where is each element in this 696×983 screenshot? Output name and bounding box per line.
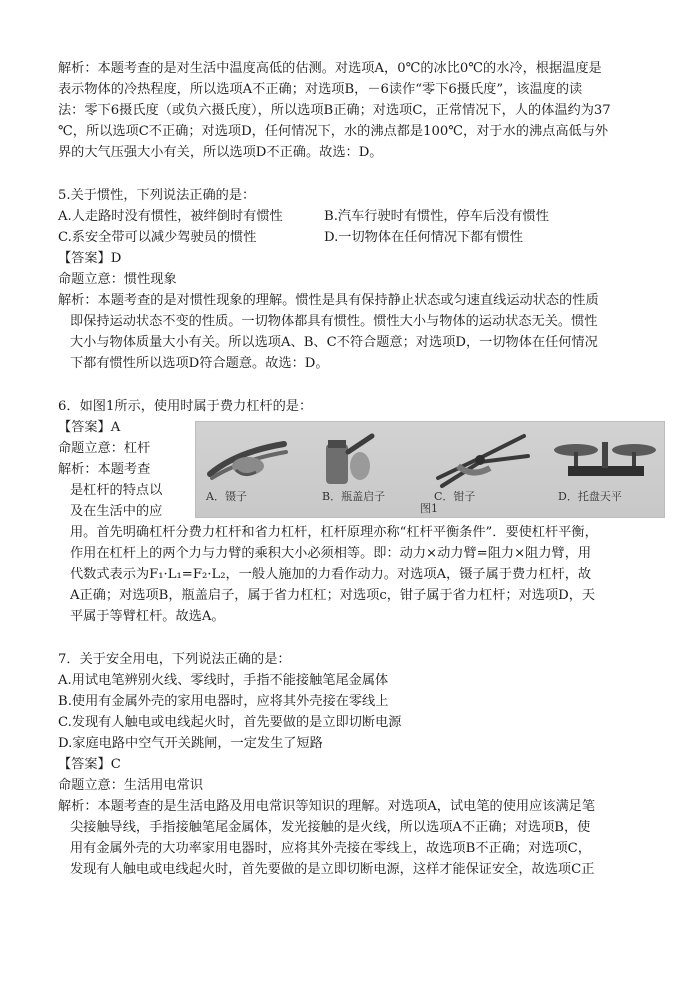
analysis-line: 下都有惯性所以选项D符合题意。故选：D。	[70, 356, 329, 371]
topic: 命题立意：生活用电常识	[58, 778, 204, 793]
analysis-line: 代数式表示为F₁·L₁=F₂·L₂，一般人施加的力看作动力。对选项A，镊子属于费力杠杆，故	[70, 567, 592, 582]
figure-side-text	[58, 417, 188, 522]
option-c: C.系安全带可以减少驾驶员的惯性	[58, 230, 257, 245]
analysis-line: 及在生活中的应	[70, 504, 163, 519]
analysis-line: 尖接触导线，手指接触笔尾金属体，发光接触的是火线，所以选项A不正确；对选项B，使	[70, 820, 591, 835]
option-d: D.家庭电路中空气开关跳闸，一定发生了短路	[58, 736, 323, 751]
topic: 命题立意：惯性现象	[58, 272, 177, 287]
figure-block	[58, 417, 656, 522]
analysis-line: 解析：本题考查	[58, 462, 151, 477]
analysis-line: 解析：本题考查的是生活电路及用电常识等知识的理解。对选项A，试电笔的使用应该满足笔	[58, 799, 596, 814]
answer: 【答案】C	[58, 757, 121, 772]
q4-analysis-line: 界的大气压强大小有关，所以选项D不正确。故选：D。	[58, 145, 383, 160]
option-a: A.人走路时没有惯性，被绊倒时有惯性	[58, 209, 283, 224]
spacer	[58, 374, 656, 396]
figure-caption: 图1	[420, 502, 438, 515]
tweezers-figure	[196, 422, 311, 517]
analysis-line: 解析：本题考查的是对惯性现象的理解。惯性是具有保持静止状态或匀速直线运动状态的性质	[58, 293, 599, 308]
figure-1-photo	[195, 421, 665, 518]
figure-label-d: D．托盘天平	[558, 490, 622, 503]
pliers-figure	[428, 422, 546, 517]
analysis-line: 是杠杆的特点以	[70, 483, 163, 498]
analysis-line: A正确；对选项B，瓶盖启子，属于省力杠杠；对选项c，钳子属于省力杠杆；对选项D，天	[70, 588, 596, 603]
figure-label-b: B．瓶盖启子	[322, 490, 386, 503]
analysis-line: 作用在杠杆上的两个力与力臂的乘积大小必须相等。即：动力×动力臂=阻力×阻力臂，用	[70, 546, 592, 561]
analysis-line: 大小与物体质量大小有关。所以选项A、B、C不符合题意；对选项D，一切物体在任何情况	[70, 335, 598, 350]
spacer	[58, 163, 656, 185]
figure-label-a: A．镊子	[206, 490, 247, 503]
option-b: B.汽车行驶时有惯性，停车后没有惯性	[324, 209, 549, 224]
analysis-line: 用有金属外壳的大功率家用电器时，应将其外壳接在零线上，故选项B不正确；对选项C，	[70, 841, 591, 856]
answer: 【答案】A	[58, 420, 121, 435]
question-title: 6．如图1所示，使用时属于费力杠杆的是：	[58, 399, 313, 414]
options-grid	[58, 206, 656, 248]
analysis-line: 即保持运动状态不变的性质。一切物体都具有惯性。惯性大小与物体的运动状态无关。惯性	[70, 314, 598, 329]
q4-analysis-line: 解析：本题考查的是对生活中温度高低的估测。对选项A，0℃的冰比0℃的水冷，根据温度是	[58, 61, 602, 76]
option-b: B.使用有金属外壳的家用电器时，应将其外壳接在零线上	[58, 694, 389, 709]
question-title: 5.关于惯性，下列说法正确的是：	[58, 188, 256, 203]
option-c: C.发现有人触电或电线起火时，首先要做的是立即切断电源	[58, 715, 402, 730]
figure-label-c: C．钳子	[434, 490, 476, 503]
q4-analysis-line: 表示物体的冷热程度，所以选项A不正确；对选项B，－6读作“零下6摄氏度”，该温度的读	[58, 82, 583, 97]
balance-figure	[548, 422, 664, 517]
bottle-opener-figure	[312, 422, 427, 517]
q4-analysis	[58, 58, 656, 163]
question-title: 7．关于安全用电，下列说法正确的是：	[58, 652, 291, 667]
option-a: A.用试电笔辨别火线、零线时，手指不能接触笔尾金属体	[58, 673, 389, 688]
q4-analysis-line: 法：零下6摄氏度（或负六摄氏度），所以选项B正确；对选项C，正常情况下，人的体温约为37	[58, 103, 611, 118]
analysis-line: 用。首先明确杠杆分费力杠杆和省力杠杆，杠杆原理亦称“杠杆平衡条件”．要使杠杆平衡，	[70, 525, 598, 540]
question-7	[58, 649, 656, 880]
spacer	[58, 627, 656, 649]
answer: 【答案】D	[58, 251, 122, 266]
analysis-line: 发现有人触电或电线起火时，首先要做的是立即切断电源，这样才能保证安全，故选项C正	[70, 862, 595, 877]
option-d: D.一切物体在任何情况下都有惯性	[324, 230, 523, 245]
question-6	[58, 396, 656, 627]
topic: 命题立意：杠杆	[58, 441, 151, 456]
question-5	[58, 185, 656, 374]
analysis-line: 平属于等臂杠杆。故选A。	[70, 609, 225, 624]
q4-analysis-line: ℃，所以选项C不正确；对选项D，任何情况下，水的沸点都是100℃，对于水的沸点高低与外	[58, 124, 609, 139]
